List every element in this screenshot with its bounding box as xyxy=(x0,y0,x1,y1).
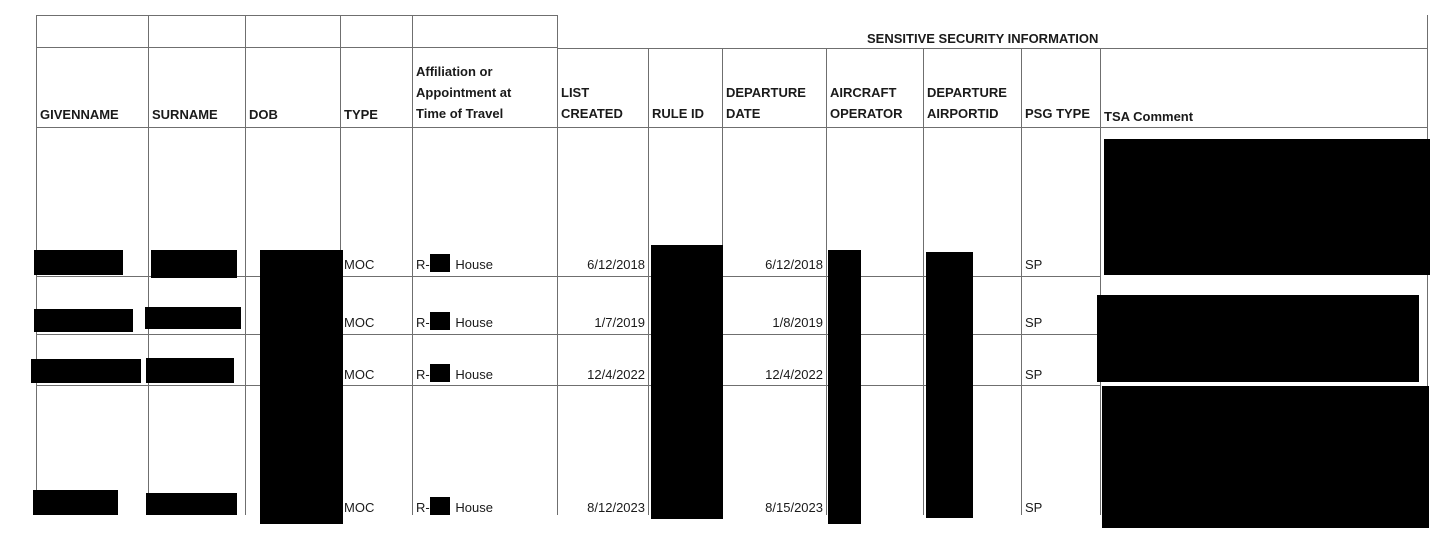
row-list-created: 1/7/2019 xyxy=(594,315,645,330)
column-header-type: TYPE xyxy=(344,107,378,122)
redaction-box xyxy=(1102,386,1429,528)
column-header-departure-airportid-line-1: DEPARTURE xyxy=(927,85,1007,100)
row-psg-type: SP xyxy=(1025,500,1043,515)
row-type: MOC xyxy=(344,257,375,272)
row-affiliation xyxy=(416,497,493,518)
redaction-box xyxy=(151,250,237,278)
column-header-departure-date-line-2: DATE xyxy=(726,106,761,121)
redaction-box xyxy=(651,245,723,519)
row-psg-type: SP xyxy=(1025,367,1043,382)
row-departure-date: 12/4/2022 xyxy=(765,367,823,382)
row-departure-date: 6/12/2018 xyxy=(765,257,823,272)
column-header-affiliation-line-2: Appointment at xyxy=(416,85,512,100)
column-header-list-created-line-2: CREATED xyxy=(561,106,623,121)
row-list-created: 8/12/2023 xyxy=(587,500,645,515)
column-header-rule-id: RULE ID xyxy=(652,106,704,121)
row-affiliation xyxy=(416,364,493,385)
column-header-givenname: GIVENNAME xyxy=(40,107,119,122)
affiliation-suffix: House xyxy=(455,257,493,272)
redaction-box xyxy=(31,359,141,383)
affiliation-suffix: House xyxy=(455,500,493,515)
row-affiliation xyxy=(416,312,493,333)
row-departure-date: 8/15/2023 xyxy=(765,500,823,515)
redaction-box xyxy=(430,254,450,272)
column-header-affiliation-line-1: Affiliation or xyxy=(416,64,493,79)
affiliation-suffix: House xyxy=(455,315,493,330)
redaction-box xyxy=(146,358,234,383)
row-affiliation xyxy=(416,254,493,275)
redaction-box xyxy=(828,250,861,524)
column-header-departure-airportid-line-2: AIRPORTID xyxy=(927,106,999,121)
redaction-box xyxy=(34,309,133,332)
row-list-created: 6/12/2018 xyxy=(587,257,645,272)
column-header-aircraft-operator-line-1: AIRCRAFT xyxy=(830,85,897,100)
redaction-box xyxy=(33,490,118,515)
redaction-box xyxy=(430,364,450,382)
affiliation-prefix: R- xyxy=(416,367,430,382)
redaction-box xyxy=(146,493,237,515)
affiliation-prefix: R- xyxy=(416,500,430,515)
redaction-box xyxy=(260,250,343,524)
row-departure-date: 1/8/2019 xyxy=(772,315,823,330)
redaction-box xyxy=(145,307,241,329)
redaction-box xyxy=(430,497,450,515)
column-header-tsa-comment: TSA Comment xyxy=(1104,109,1194,124)
redaction-box xyxy=(34,250,123,275)
column-header-list-created-line-1: LIST xyxy=(561,85,590,100)
redaction-box xyxy=(1097,295,1419,382)
redaction-box xyxy=(926,252,973,518)
column-header-psg-type: PSG TYPE xyxy=(1025,106,1091,121)
column-header-surname: SURNAME xyxy=(152,107,218,122)
row-type: MOC xyxy=(344,315,375,330)
redaction-box xyxy=(430,312,450,330)
row-list-created: 12/4/2022 xyxy=(587,367,645,382)
column-header-dob: DOB xyxy=(249,107,278,122)
redaction-box xyxy=(1104,139,1430,275)
row-psg-type: SP xyxy=(1025,257,1043,272)
sensitive-security-banner: SENSITIVE SECURITY INFORMATION xyxy=(867,31,1099,46)
column-header-departure-date-line-1: DEPARTURE xyxy=(726,85,806,100)
row-type: MOC xyxy=(344,367,375,382)
row-psg-type: SP xyxy=(1025,315,1043,330)
affiliation-suffix: House xyxy=(455,367,493,382)
row-type: MOC xyxy=(344,500,375,515)
column-header-aircraft-operator-line-2: OPERATOR xyxy=(830,106,903,121)
affiliation-prefix: R- xyxy=(416,257,430,272)
column-header-affiliation-line-3: Time of Travel xyxy=(416,106,504,121)
affiliation-prefix: R- xyxy=(416,315,430,330)
